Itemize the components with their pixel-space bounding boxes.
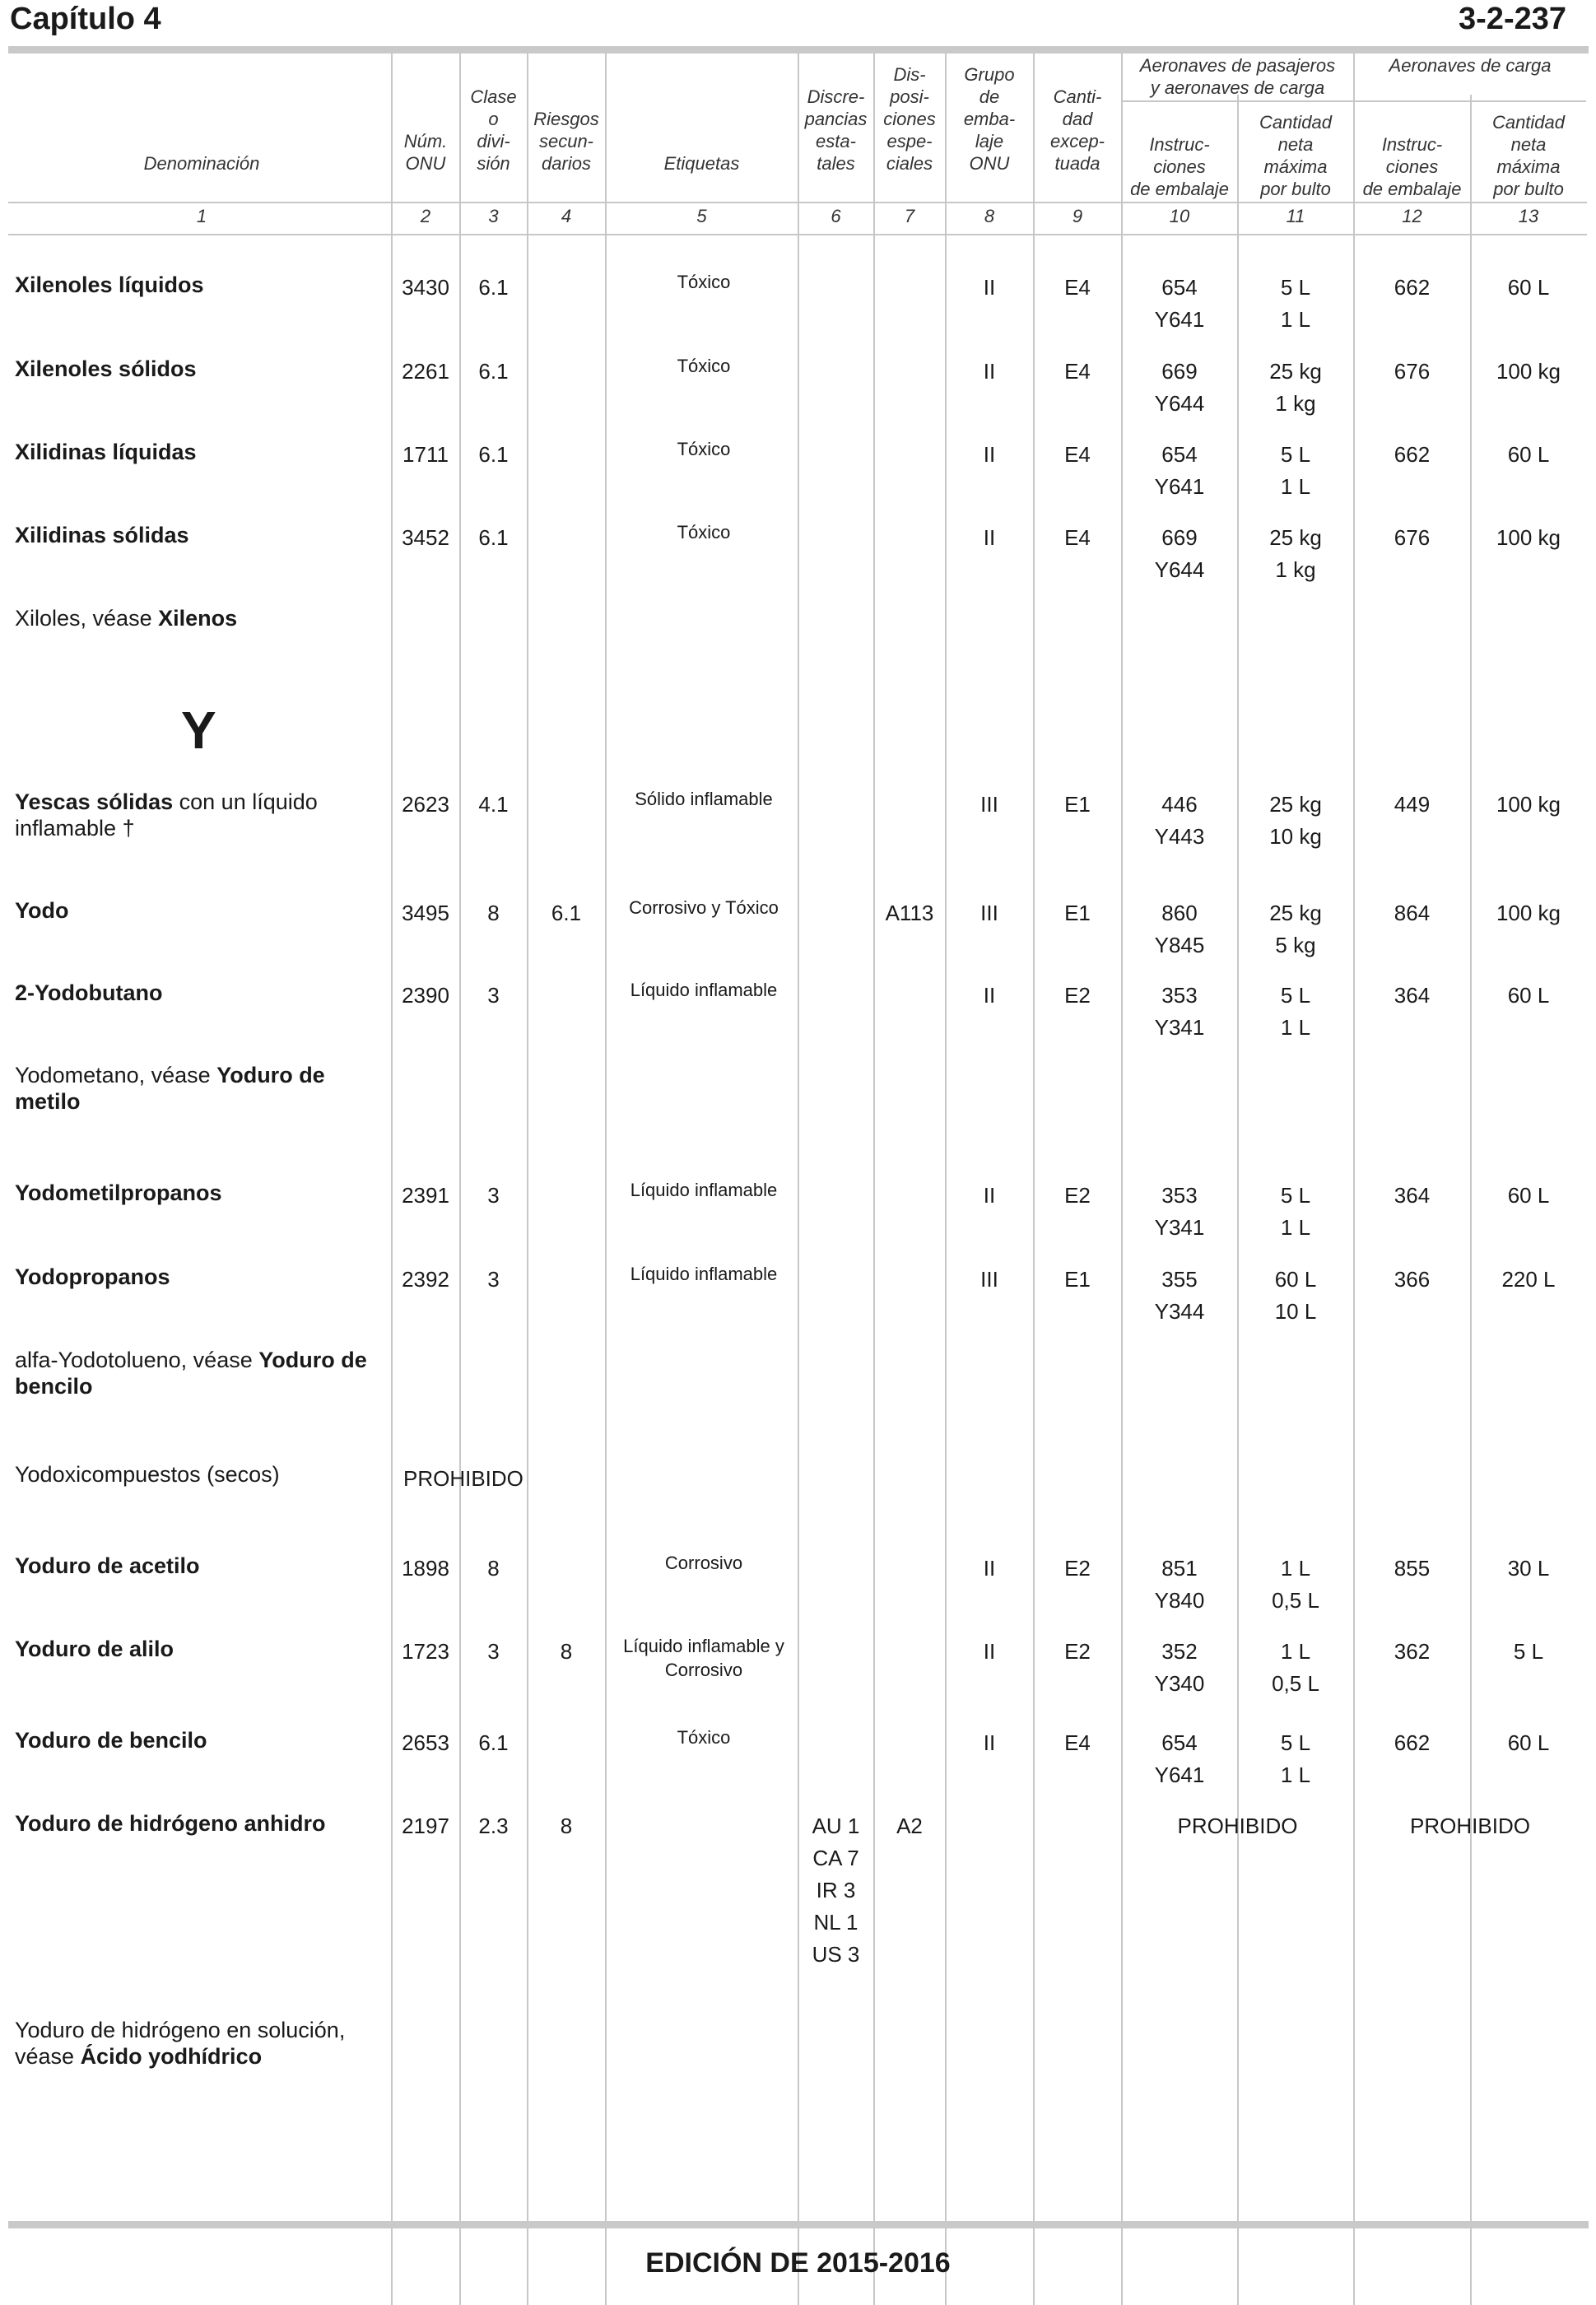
- hazard-label: Tóxico: [677, 522, 731, 542]
- substance-name-bold: Yodo: [15, 898, 69, 923]
- substance-name: [15, 272, 377, 298]
- pax-max-quantity: 60 L: [1274, 1267, 1317, 1292]
- pax-ltd-instruction: Y443: [1154, 824, 1205, 849]
- pax-max-quantity: 1 L: [1280, 1639, 1311, 1664]
- excepted-quantity: E1: [1064, 901, 1091, 925]
- pax-ltd-instruction: Y341: [1154, 1215, 1205, 1240]
- pax-max-quantity: 25 kg: [1269, 359, 1322, 384]
- page-reference: 3-2-237: [1459, 2, 1566, 36]
- substance-name: [15, 1264, 377, 1290]
- col-number: 12: [1402, 206, 1422, 226]
- col-number: 8: [984, 206, 995, 226]
- pax-ltd-instruction: Y840: [1154, 1588, 1205, 1613]
- class-division: 6.1: [478, 525, 509, 550]
- cargo-max-quantity: 60 L: [1507, 1730, 1550, 1755]
- un-number: 2653: [402, 1730, 449, 1755]
- packing-group: II: [983, 275, 996, 300]
- pax-max-quantity: 5 L: [1280, 442, 1311, 467]
- substance-name-plain: Yodometano, véase: [15, 1063, 217, 1087]
- un-number: 2623: [402, 792, 449, 817]
- substance-name: [15, 1727, 377, 1753]
- substance-name-bold: Yescas sólidas: [15, 789, 174, 814]
- packing-group: III: [980, 901, 998, 925]
- cargo-max-quantity: 220 L: [1501, 1267, 1556, 1292]
- hazard-label: Líquido inflamable: [630, 1264, 778, 1284]
- packing-group: III: [980, 1267, 998, 1292]
- pax-max-quantity: 5 L: [1280, 983, 1311, 1008]
- cargo-packing-instruction: 364: [1394, 1183, 1431, 1208]
- substance-name-bold: Yoduro de hidrógeno anhidro: [15, 1811, 326, 1836]
- pax-packing-instruction: 654: [1161, 442, 1198, 467]
- pax-packing-instruction: 654: [1161, 275, 1198, 300]
- bottom-rule: [8, 2221, 1589, 2228]
- pax-packing-instruction: 669: [1161, 359, 1198, 384]
- excepted-quantity: E2: [1064, 983, 1091, 1008]
- substance-name-bold: Yoduro de bencilo: [15, 1728, 207, 1753]
- excepted-quantity: E2: [1064, 1556, 1091, 1581]
- packing-group: II: [983, 359, 996, 384]
- subsidiary-risk: 8: [560, 1639, 573, 1664]
- cargo-prohibited: PROHIBIDO: [1410, 1814, 1530, 1838]
- packing-group: II: [983, 1183, 996, 1208]
- packing-group: II: [983, 1639, 996, 1664]
- excepted-quantity: E2: [1064, 1183, 1091, 1208]
- pax-packing-instruction: 352: [1161, 1639, 1198, 1664]
- pax-ltd-instruction: Y644: [1154, 557, 1205, 582]
- col-number: 9: [1072, 206, 1083, 226]
- top-rule: [8, 46, 1589, 54]
- un-number: 3452: [402, 525, 449, 550]
- substance-name: [15, 1180, 377, 1206]
- cross-reference: Ácido yodhídrico: [80, 2044, 263, 2069]
- substance-name-bold: Xilidinas líquidas: [15, 440, 197, 464]
- excepted-quantity: E1: [1064, 1267, 1091, 1292]
- substance-name-bold: Yodometilpropanos: [15, 1180, 222, 1205]
- prohibited-note: PROHIBIDO: [403, 1466, 523, 1491]
- col-cantidad-exceptuada: Canti- dad excep- tuada: [1049, 86, 1105, 174]
- divider: [8, 202, 1587, 203]
- class-division: 6.1: [478, 275, 509, 300]
- pax-packing-instruction: 353: [1161, 983, 1198, 1008]
- pax-ltd-instruction: Y340: [1154, 1671, 1205, 1696]
- pax-ltd-quantity: 1 L: [1280, 307, 1311, 332]
- packing-group: III: [980, 792, 998, 817]
- pax-ltd-instruction: Y641: [1154, 474, 1205, 499]
- substance-name: [15, 522, 377, 548]
- cross-reference: Xilenos: [158, 606, 238, 631]
- subsidiary-risk: 6.1: [551, 901, 582, 925]
- substance-name: [15, 1636, 377, 1662]
- un-number: 2390: [402, 983, 449, 1008]
- substance-name: [15, 439, 377, 465]
- pax-ltd-instruction: Y641: [1154, 307, 1205, 332]
- pax-max-quantity: 5 L: [1280, 1183, 1311, 1208]
- col-grupo: Grupo de emba- laje ONU: [963, 64, 1016, 174]
- pax-packing-instruction: 669: [1161, 525, 1198, 550]
- col-number: 2: [420, 206, 431, 226]
- cargo-packing-instruction: 855: [1394, 1556, 1431, 1581]
- divider: [873, 54, 875, 2305]
- cargo-max-quantity: 60 L: [1507, 442, 1550, 467]
- col-number: 10: [1169, 206, 1190, 226]
- col-number: 13: [1518, 206, 1539, 226]
- pax-ltd-quantity: 1 L: [1280, 1763, 1311, 1787]
- pax-max-quantity: 5 L: [1280, 1730, 1311, 1755]
- cargo-max-quantity: 100 kg: [1496, 901, 1561, 925]
- un-number: 2391: [402, 1183, 449, 1208]
- pax-max-quantity: 25 kg: [1269, 525, 1322, 550]
- hazard-label: Líquido inflamable: [630, 1180, 778, 1200]
- substance-name-bold: Yoduro de alilo: [15, 1637, 174, 1661]
- un-number: 1723: [402, 1639, 449, 1664]
- cargo-packing-instruction: 449: [1394, 792, 1431, 817]
- pax-ltd-quantity: 1 kg: [1275, 391, 1316, 416]
- class-division: 2.3: [478, 1814, 509, 1838]
- pax-ltd-quantity: 10 L: [1274, 1299, 1317, 1324]
- hazard-label: Líquido inflamable: [630, 980, 778, 1000]
- hazard-label: Líquido inflamable y Corrosivo: [623, 1636, 784, 1680]
- cargo-packing-instruction: 364: [1394, 983, 1431, 1008]
- class-division: 6.1: [478, 359, 509, 384]
- cargo-packing-instruction: 366: [1394, 1267, 1431, 1292]
- divider: [8, 234, 1587, 235]
- pax-max-quantity: 5 L: [1280, 275, 1311, 300]
- substance-name: [15, 1062, 377, 1115]
- substance-name-plain: Xiloles, véase: [15, 606, 159, 631]
- class-division: 6.1: [478, 1730, 509, 1755]
- pax-ltd-instruction: Y344: [1154, 1299, 1205, 1324]
- substance-name-plain: Yodoxicompuestos (secos): [15, 1462, 280, 1487]
- class-division: 6.1: [478, 442, 509, 467]
- hazard-label: Corrosivo: [664, 1553, 743, 1573]
- pax-ltd-quantity: 5 kg: [1275, 933, 1316, 957]
- cargo-packing-instruction: 864: [1394, 901, 1431, 925]
- col-number: 7: [904, 206, 915, 226]
- hazard-label: Corrosivo y Tóxico: [629, 897, 779, 918]
- divider: [1121, 100, 1586, 102]
- pax-ltd-instruction: Y641: [1154, 1763, 1205, 1787]
- un-number: 1711: [402, 442, 449, 467]
- pax-ltd-quantity: 1 kg: [1275, 557, 1316, 582]
- substance-name: [15, 1347, 377, 1399]
- cargo-max-quantity: 60 L: [1507, 983, 1550, 1008]
- cargo-packing-instruction: 676: [1394, 359, 1431, 384]
- class-division: 3: [487, 1183, 500, 1208]
- class-division: 3: [487, 983, 500, 1008]
- substance-name: [15, 1553, 377, 1579]
- excepted-quantity: E4: [1064, 1730, 1091, 1755]
- pax-ltd-instruction: Y644: [1154, 391, 1205, 416]
- substance-name-plain: alfa-Yodotolueno, véase: [15, 1348, 259, 1372]
- cargo-max-quantity: 5 L: [1513, 1639, 1544, 1664]
- col-riesgos: Riesgos secun- darios: [533, 109, 599, 174]
- col-number: 3: [488, 206, 499, 226]
- substance-name-bold: 2-Yodobutano: [15, 980, 163, 1005]
- excepted-quantity: E4: [1064, 275, 1091, 300]
- col-group-passenger: Aeronaves de pasajeros y aeronaves de carga: [1139, 55, 1336, 98]
- cargo-max-quantity: 30 L: [1507, 1556, 1550, 1581]
- hazard-label: Tóxico: [677, 439, 731, 459]
- substance-name-bold: Yoduro de acetilo: [15, 1553, 200, 1578]
- chapter-title: Capítulo 4: [10, 2, 161, 36]
- hazard-label: Tóxico: [677, 356, 731, 376]
- class-division: 8: [487, 901, 500, 925]
- excepted-quantity: E4: [1064, 525, 1091, 550]
- edition-footer: EDICIÓN DE 2015-2016: [645, 2247, 951, 2279]
- cargo-max-quantity: 100 kg: [1496, 359, 1561, 384]
- pax-ltd-quantity: 0,5 L: [1272, 1671, 1319, 1696]
- substance-name: [15, 1461, 377, 1488]
- cargo-packing-instruction: 662: [1394, 275, 1431, 300]
- substance-name: [15, 980, 377, 1006]
- cargo-max-quantity: 100 kg: [1496, 792, 1561, 817]
- substance-name-bold: Xilenoles líquidos: [15, 272, 204, 297]
- col-disposiciones: Dis- posi- ciones espe- ciales: [883, 64, 936, 174]
- substance-name: [15, 789, 377, 841]
- un-number: 2197: [402, 1814, 449, 1838]
- col-group-cargo: Aeronaves de carga: [1389, 55, 1552, 76]
- un-number: 3495: [402, 901, 449, 925]
- col-etiquetas: Etiquetas: [663, 153, 740, 174]
- col-cargo-instructions: Instruc- ciones de embalaje: [1362, 134, 1462, 199]
- pax-ltd-quantity: 0,5 L: [1272, 1588, 1319, 1613]
- special-provisions: A113: [885, 901, 934, 925]
- col-number: 11: [1286, 206, 1305, 226]
- packing-group: II: [983, 1730, 996, 1755]
- substance-name-rest: con un líquido inflamable †: [15, 789, 318, 841]
- pax-ltd-quantity: 10 kg: [1269, 824, 1322, 849]
- pax-packing-instruction: 355: [1161, 1267, 1198, 1292]
- class-division: 8: [487, 1556, 500, 1581]
- excepted-quantity: E4: [1064, 442, 1091, 467]
- pax-max-quantity: 25 kg: [1269, 901, 1322, 925]
- substance-name-bold: Xilenoles sólidos: [15, 356, 197, 381]
- cross-reference: Yoduro de bencilo: [15, 1348, 367, 1399]
- class-division: 3: [487, 1639, 500, 1664]
- col-number: 5: [696, 206, 707, 226]
- subsidiary-risk: 8: [560, 1814, 573, 1838]
- un-number: 2261: [402, 359, 449, 384]
- col-denominacion: Denominación: [143, 153, 260, 174]
- pax-ltd-instruction: Y845: [1154, 933, 1205, 957]
- pax-packing-instruction: 860: [1161, 901, 1198, 925]
- excepted-quantity: E2: [1064, 1639, 1091, 1664]
- substance-name: [15, 897, 377, 924]
- packing-group: II: [983, 442, 996, 467]
- cargo-packing-instruction: 676: [1394, 525, 1431, 550]
- cargo-max-quantity: 60 L: [1507, 275, 1550, 300]
- un-number: 1898: [402, 1556, 449, 1581]
- substance-name-plain: Yoduro de hidrógeno en solución, véase: [15, 2018, 346, 2069]
- excepted-quantity: E1: [1064, 792, 1091, 817]
- un-number: 2392: [402, 1267, 449, 1292]
- substance-name: [15, 2017, 377, 2070]
- pax-ltd-quantity: 1 L: [1280, 1215, 1311, 1240]
- un-number: 3430: [402, 275, 449, 300]
- pax-packing-instruction: 851: [1161, 1556, 1198, 1581]
- substance-name: [15, 356, 377, 382]
- col-onu: Núm. ONU: [403, 131, 448, 174]
- hazard-label: Sólido inflamable: [635, 789, 773, 809]
- col-number: 1: [196, 206, 207, 226]
- substance-name-bold: Xilidinas sólidas: [15, 523, 189, 547]
- cargo-packing-instruction: 662: [1394, 442, 1431, 467]
- pax-max-quantity: 1 L: [1280, 1556, 1311, 1581]
- cross-reference: Yoduro de metilo: [15, 1063, 325, 1114]
- substance-name-bold: Yodopropanos: [15, 1264, 170, 1289]
- col-discrepancias: Discre- pancias esta- tales: [804, 86, 868, 174]
- packing-group: II: [983, 525, 996, 550]
- pax-ltd-quantity: 1 L: [1280, 1015, 1311, 1040]
- cargo-max-quantity: 60 L: [1507, 1183, 1550, 1208]
- col-number: 6: [831, 206, 841, 226]
- pax-packing-instruction: 446: [1161, 792, 1198, 817]
- pax-ltd-quantity: 1 L: [1280, 474, 1311, 499]
- hazard-label: Tóxico: [677, 1727, 731, 1748]
- pax-ltd-instruction: Y341: [1154, 1015, 1205, 1040]
- pax-packing-instruction: 353: [1161, 1183, 1198, 1208]
- class-division: 3: [487, 1267, 500, 1292]
- col-clase: Clase o divi- sión: [470, 86, 517, 174]
- special-provisions: A2: [896, 1814, 923, 1838]
- substance-name: [15, 1810, 377, 1837]
- col-pax-quantity: Cantidad neta máxima por bulto: [1259, 112, 1333, 199]
- hazard-label: Tóxico: [677, 272, 731, 292]
- cargo-packing-instruction: 362: [1394, 1639, 1431, 1664]
- divider: [527, 54, 528, 2305]
- pax-max-quantity: 25 kg: [1269, 792, 1322, 817]
- cargo-packing-instruction: 662: [1394, 1730, 1431, 1755]
- pax-packing-instruction: 654: [1161, 1730, 1198, 1755]
- col-number: 4: [561, 206, 572, 226]
- cargo-max-quantity: 100 kg: [1496, 525, 1561, 550]
- packing-group: II: [983, 983, 996, 1008]
- section-letter: Y: [181, 701, 216, 760]
- col-cargo-quantity: Cantidad neta máxima por bulto: [1491, 112, 1566, 199]
- col-pax-instructions: Instruc- ciones de embalaje: [1130, 134, 1229, 199]
- excepted-quantity: E4: [1064, 359, 1091, 384]
- substance-name: [15, 605, 377, 631]
- packing-group: II: [983, 1556, 996, 1581]
- passenger-prohibited: PROHIBIDO: [1177, 1814, 1298, 1838]
- class-division: 4.1: [478, 792, 509, 817]
- state-variations: AU 1 CA 7 IR 3 NL 1 US 3: [812, 1814, 860, 1967]
